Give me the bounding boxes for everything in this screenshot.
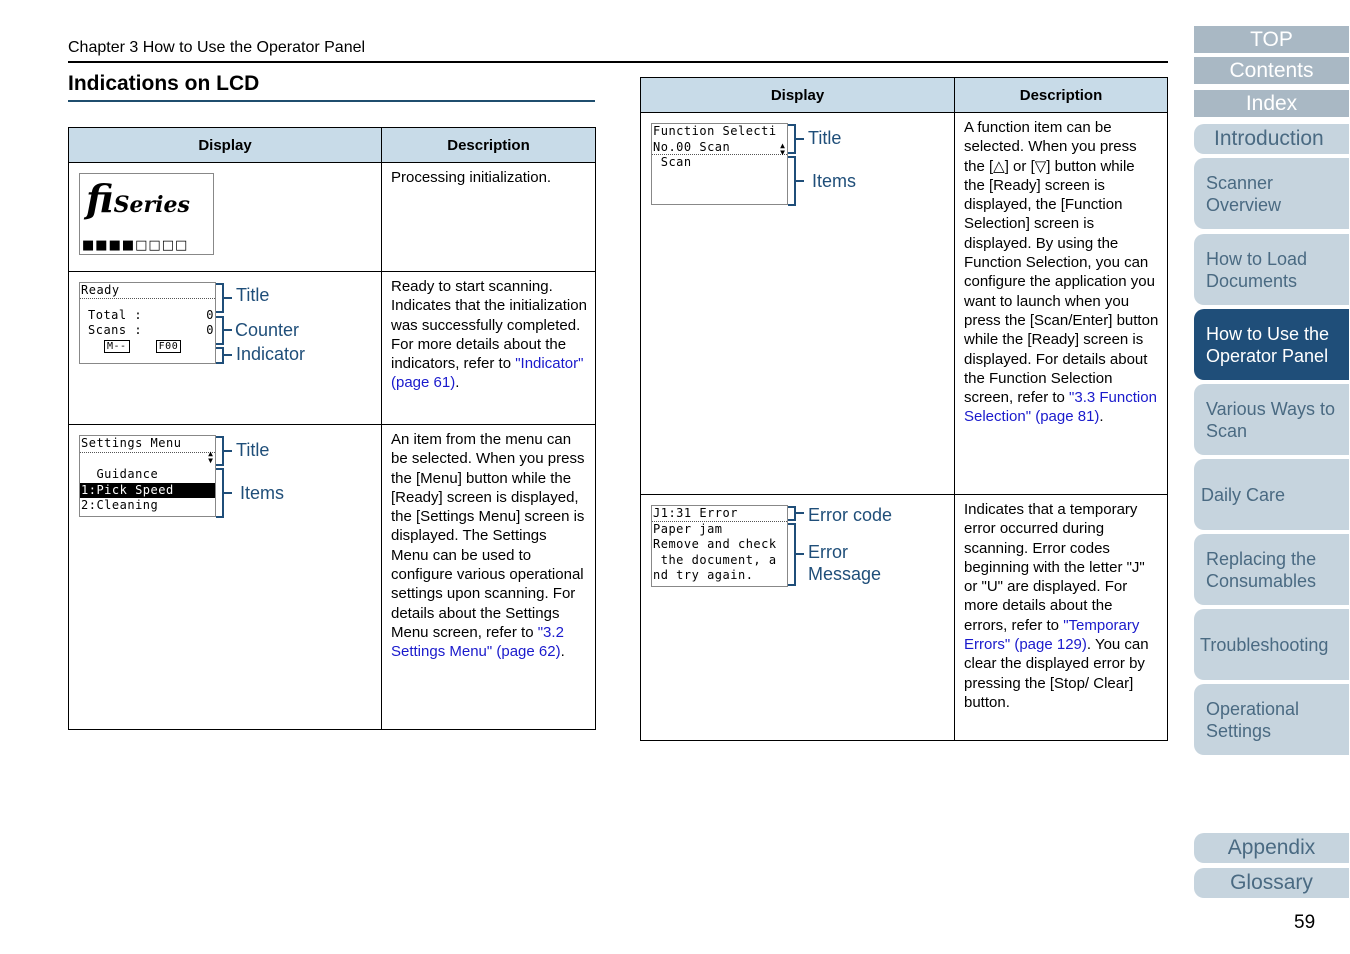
callout-items: Items (240, 483, 285, 503)
callout-indicator: Indicator (236, 344, 306, 364)
display-cell (69, 272, 382, 425)
description-header: Description (382, 128, 596, 163)
callout-title: Title (808, 128, 842, 148)
counter-bracket (216, 316, 224, 345)
callout-title: Title (236, 440, 270, 460)
display-cell (69, 425, 382, 730)
nav-contents-button[interactable]: Contents (1194, 57, 1349, 84)
lcd-error-message: Paper jam (653, 521, 723, 536)
nav-various-ways-tab[interactable]: Various Ways to Scan (1194, 384, 1349, 455)
callout-message: Message (808, 564, 882, 584)
lcd-ready-screen (79, 282, 216, 364)
lcd-logo-screen (79, 173, 214, 255)
title-bracket (216, 283, 224, 313)
title-bracket (216, 436, 224, 466)
lcd-error-message: Remove and check (653, 537, 777, 551)
lcd-error-screen (651, 505, 788, 587)
display-header: Display (641, 78, 955, 113)
lcd-counter-scans: Scans : 0 (88, 323, 214, 337)
error-code-bracket (788, 506, 796, 521)
lcd-title-line: Settings Menu (80, 436, 215, 453)
description-cell: Processing initialization. (382, 163, 596, 272)
nav-introduction-tab[interactable]: Introduction (1194, 124, 1349, 154)
title-bracket (788, 124, 796, 154)
display-cell (69, 163, 382, 272)
indicator-bracket (216, 347, 224, 364)
section-title: Indications on LCD (68, 72, 260, 95)
lcd-error-message: the document, a (653, 552, 777, 567)
updown-arrows-icon: ▲ ▼ (780, 141, 785, 157)
lcd-function-number: No.00 Scan (652, 140, 787, 156)
left-lcd-table (68, 127, 596, 730)
nav-operational-tab[interactable]: Operational Settings (1194, 684, 1349, 755)
callout-counter: Counter (235, 320, 300, 340)
description-header: Description (955, 78, 1168, 113)
nav-index-button[interactable]: Index (1194, 90, 1349, 117)
lcd-function-item: Scan (653, 155, 692, 169)
callout-items: Items (812, 171, 857, 191)
lcd-menu-item: 2:Cleaning (81, 498, 159, 512)
lcd-title-line: Ready (80, 283, 215, 299)
description-cell: Indicates that a temporary error occurred during scanning. Error codes beginning with the letter "J" or "U" are displayed. For more details about the errors, refer to "Temporary Errors" (page 129). You can clear the displayed error by pressing the [Stop/ Clear] button. (955, 495, 1168, 741)
nav-how-to-use-tab[interactable]: How to Use the Operator Panel (1194, 309, 1349, 380)
nav-scanner-overview-tab[interactable]: Scanner Overview (1194, 158, 1349, 229)
description-cell: Ready to start scanning. Indicates that the initialization was successfully completed. For more details about the indicators, refer to "Indicator" (page 61). (382, 272, 596, 425)
callout-title: Title (236, 285, 270, 305)
fi-series-logo: fiSeries (86, 176, 190, 221)
error-message-bracket (788, 523, 796, 586)
lcd-error-message: nd try again. (653, 568, 754, 582)
nav-replacing-tab[interactable]: Replacing the Consumables (1194, 534, 1349, 605)
nav-daily-care-tab[interactable]: Daily Care (1194, 459, 1349, 530)
callout-error: Error (808, 542, 848, 562)
chapter-heading: Chapter 3 How to Use the Operator Panel (68, 39, 366, 56)
lcd-settings-screen (79, 435, 216, 517)
updown-arrows-icon: ▲ ▼ (208, 449, 213, 465)
function-selection-link[interactable]: "3.3 Function Selection" (page 81) (964, 389, 1157, 426)
lcd-menu-item: Guidance (81, 467, 159, 481)
page-number: 59 (1294, 912, 1316, 933)
nav-glossary-tab[interactable]: Glossary (1194, 868, 1349, 898)
lcd-function-screen (651, 123, 788, 205)
lcd-menu-item-selected: 1:Pick Speed (80, 483, 215, 499)
callout-error-code: Error code (808, 505, 893, 525)
nav-troubleshooting-tab[interactable]: Troubleshooting (1194, 609, 1349, 680)
progress-blocks: ■■■■□□□□ (82, 238, 189, 253)
right-lcd-table (640, 77, 1168, 741)
items-bracket (216, 468, 224, 518)
nav-appendix-tab[interactable]: Appendix (1194, 833, 1349, 863)
temporary-errors-link[interactable]: "Temporary Errors" (page 129) (964, 616, 1140, 654)
settings-menu-link[interactable]: "3.2 Settings Menu" (page 62) (391, 623, 564, 661)
display-header: Display (69, 128, 382, 163)
lcd-indicator-line: M-- F00 (80, 339, 215, 355)
items-bracket (788, 156, 796, 206)
section-rule (68, 100, 595, 102)
nav-how-to-load-tab[interactable]: How to Load Documents (1194, 234, 1349, 305)
chapter-rule (68, 61, 1168, 63)
nav-top-button[interactable]: TOP (1194, 26, 1349, 53)
description-cell: A function item can be selected. When you press the [△] or [▽] button while the [Ready] screen is displayed, the [Function Selection] screen is displayed. By using the Function Selection, you can configure the application you want to launch when you press the [Scan/Enter] button while the [Ready] screen is displayed. For details about the Function Selection screen, refer to "3.3 Function Selection" (page 81). (955, 113, 1168, 495)
lcd-error-code: J1:31 Error (652, 506, 787, 522)
indicator-link[interactable]: "Indicator" (page 61) (391, 355, 584, 392)
description-cell: An item from the menu can be selected. When you press the [Menu] button while the [Ready] screen is displayed, the [Settings Menu] screen is displayed. The Settings Menu can be used to configure various operational settings upon scanning. For details about the Settings Menu screen, refer to "3.2 Settings Menu" (page 62). (382, 425, 596, 730)
display-cell (641, 495, 955, 741)
lcd-title-line: Function Selecti (653, 124, 777, 138)
display-cell (641, 113, 955, 495)
lcd-counter-total: Total : 0 (88, 307, 214, 322)
